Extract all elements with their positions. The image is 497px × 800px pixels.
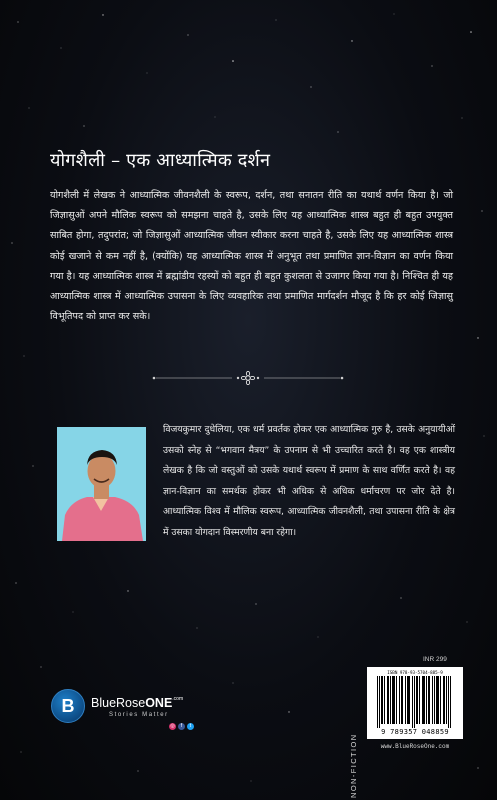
publisher-tagline: Stories Matter bbox=[109, 712, 169, 718]
author-photo bbox=[57, 427, 146, 541]
facebook-icon[interactable]: f bbox=[178, 723, 185, 730]
logo-letter: B bbox=[61, 696, 75, 716]
genre-label: NON-FICTION bbox=[349, 733, 358, 798]
publisher-logo-icon bbox=[51, 689, 85, 723]
book-title: योगशैली – एक आध्यात्मिक दर्शन bbox=[50, 150, 271, 171]
ornament-divider bbox=[148, 371, 348, 385]
publisher-website[interactable]: www.BlueRoseOne.com bbox=[380, 743, 450, 750]
author-bio: विजयकुमार दुधेलिया, एक धर्म प्रवर्तक होकर एक आध्यात्मिक गुरु है, उसके अनुयायीओं उसको स्नेह से “भगवान मैत्रय” के उपनाम से भी उच्चारित करते है। वह एक शास्त्रीय लेखक है कि जो वस्तुओं को उसके यथार्थ स्वरूप में प्रमाण के साथ वर्णित करते है। वह ज्ञान-विज्ञान का समर्थक होकर भी अधिक से अधिक धर्माचरण पर जोर देते है। आध्यात्मिक विश्व में मौलिक स्वरूप, आध्यात्मिक जीवनशैली, तथा उपासना रीति के क्षेत्र में उसका योगदान विस्मरणीय बना रहेगा। bbox=[163, 424, 455, 538]
social-icons bbox=[169, 723, 194, 730]
publisher-name: BlueRoseONE$^{.com}$ bbox=[91, 696, 184, 710]
barcode-bars bbox=[377, 676, 453, 728]
isbn-barcode bbox=[367, 667, 463, 739]
book-description: योगशैली में लेखक ने आध्यात्मिक जीवनशैली के स्वरूप, दर्शन, तथा सनातन रीति का यथार्थ वर्णन किया है। जो जिज्ञासुओं अपने मौलिक स्वरूप को समझना चाहते है, उसके लिए यह आध्यात्मिक शास्त्र बहुत ही बहुत उपयुक्त साबित होगा, तदुपरांत; जो जिज्ञासुओं आध्यात्मिक जीवन स्वीकार करना चाहते है, उसके लिए यह आध्यात्मिक शास्त्र कोई खजाने से कम नहीं है, (क्योंकि) यह आध्यात्मिक शास्त्र में अनुभूत तथा प्रमाणित ज्ञान-विज्ञान का वर्णन किया गया है। यह आध्यात्मिक शास्त्र में ब्रह्मांडीय रहस्यों को बहुत ही बहुत कुशलता से उजागर किया गया है। निश्चित ही यह आध्यात्मिक शास्त्र में आध्यात्मिक उपासना के लिए व्यवहारिक तथा प्रमाणित मार्गदर्शन मौजूद है कि हर कोई जिज्ञासु विभूतिपद को प्राप्त कर सके। bbox=[50, 190, 453, 323]
instagram-icon[interactable]: ◎ bbox=[170, 723, 175, 729]
isbn-text: ISBN 978-93-5704-885-9 bbox=[387, 670, 443, 675]
price-label: INR 299 bbox=[423, 656, 447, 663]
barcode-number: 9 789357 048859 bbox=[381, 728, 449, 736]
twitter-icon[interactable]: t bbox=[187, 723, 194, 730]
